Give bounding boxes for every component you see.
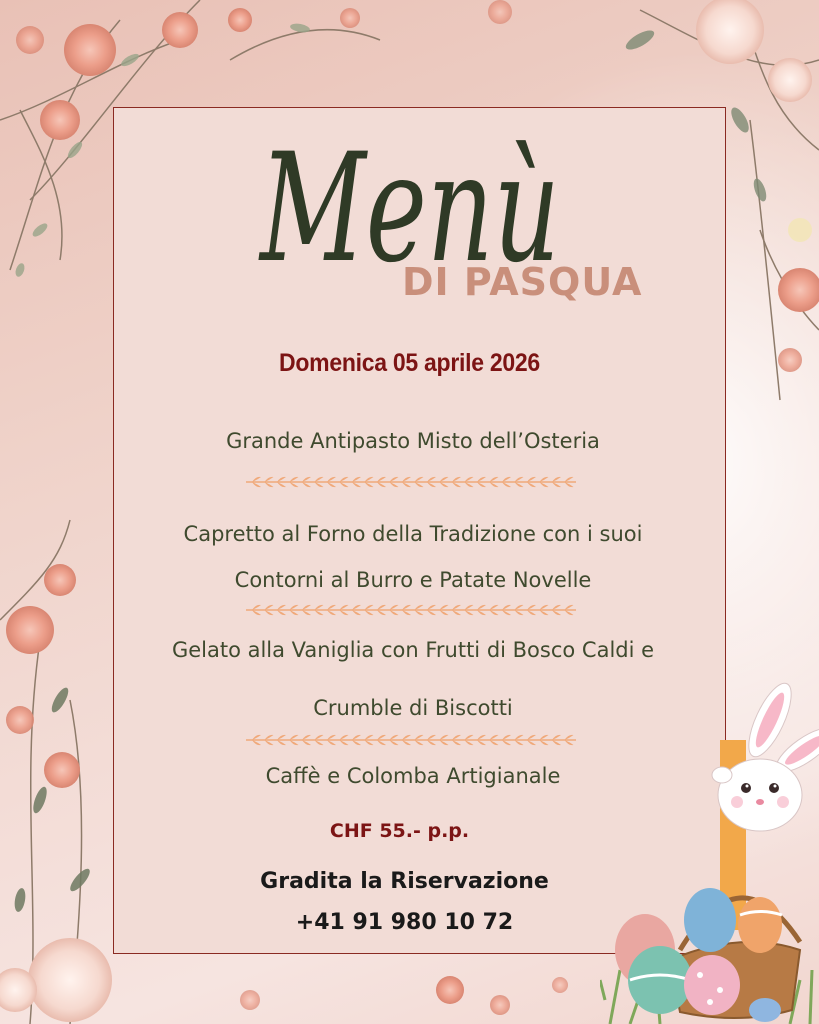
course-2-line-2: Contorni al Burro e Patate Novelle [234,568,592,592]
easter-bunny-icon [600,680,819,1024]
event-date: Domenica 05 aprile 2026 [279,349,540,377]
laurel-divider-icon [246,476,576,488]
menu-title [150,110,570,340]
phone-number[interactable]: +41 91 980 10 72 [295,910,514,935]
course-3-line-1: Gelato alla Vaniglia con Frutti di Bosco Caldi e [171,638,655,662]
laurel-divider-icon [246,604,576,616]
course-2 [113,511,713,603]
course-1 [113,418,713,464]
price: CHF 55.- p.p. [329,820,470,842]
reservation-note: Gradita la Riservazione [260,869,549,894]
menu-title-text: Menù [257,122,560,296]
course-3-line-2: Crumble di Biscotti [313,696,513,720]
course-2-line-1: Capretto al Forno della Tradizione con i suoi [183,522,643,546]
laurel-divider-icon [246,734,576,746]
menu-subtitle: DI PASQUA [402,260,643,304]
course-1-line-1: Grande Antipasto Misto dell’Osteria [226,429,600,453]
course-4-line-1: Caffè e Colomba Artigianale [265,764,561,788]
